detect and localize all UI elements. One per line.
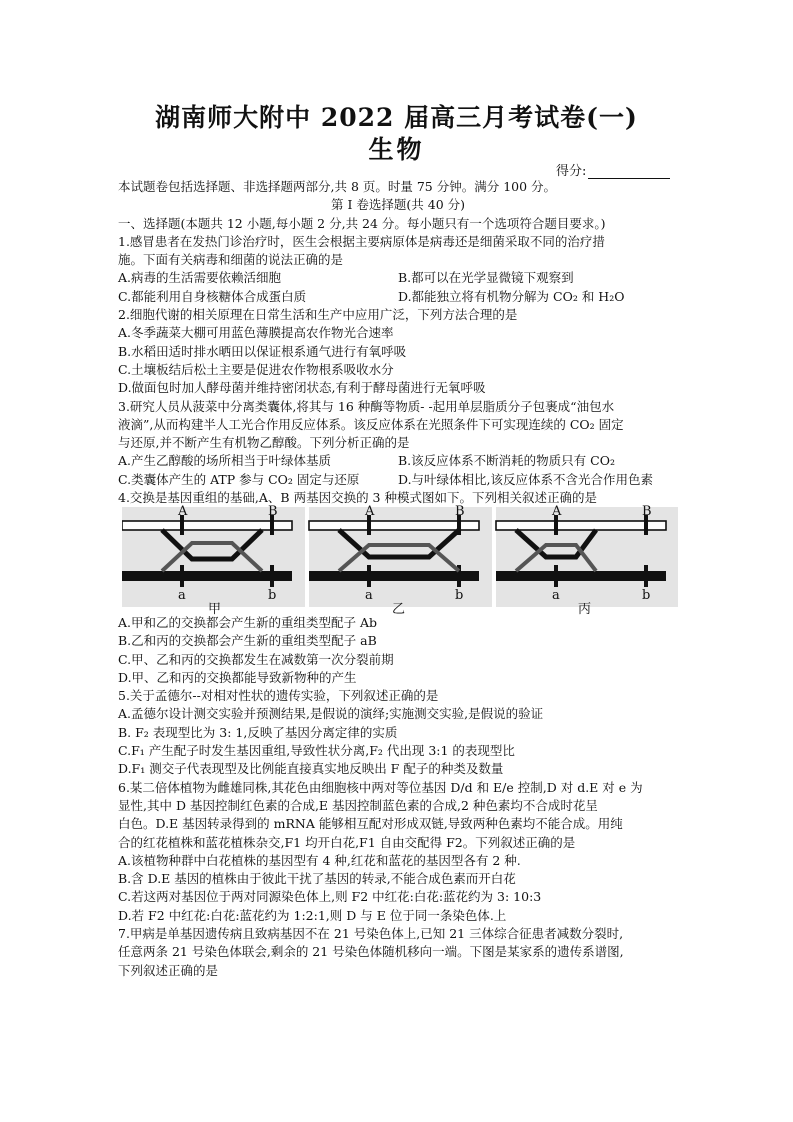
- gene-label-a-3: a: [552, 588, 560, 603]
- panel-yi: [309, 507, 492, 607]
- q5-stem: 5.关于孟德尔--对相对性状的遗传实验，下列叙述正确的是: [118, 688, 439, 704]
- q4-stem: 4.交换是基因重组的基础,A、B 两基因交换的 3 种模式图如下。下列相关叙述正确的是: [118, 490, 597, 506]
- subject-title: 生物: [368, 135, 425, 164]
- exam-body-continued: [118, 614, 678, 980]
- q3-option-a: A.产生乙醇酸的场所相当于叶绿体基质: [118, 453, 332, 469]
- q3-stem-line3: 与还原,并不断产生有机物乙醇酸。下列分析正确的是: [118, 435, 410, 451]
- gene-label-B-1: B: [268, 504, 278, 519]
- gene-label-a-1: a: [178, 588, 186, 603]
- q4-option-b: B.乙和丙的交换都会产生新的重组类型配子 aB: [118, 633, 377, 649]
- q3-option-d: D.与叶绿体相比,该反应体系不含光合作用色素: [398, 471, 654, 487]
- gene-label-b-2: b: [455, 588, 464, 603]
- panel-label-yi: 乙: [392, 602, 406, 617]
- q3-stem-line1: 3.研究人员从菠菜中分离类囊体,将其与 16 种酶等物质- -起用单层脂质分子包裹成“油包水: [118, 398, 615, 414]
- score-field: [556, 160, 670, 179]
- q7-stem-line3: 下列叙述正确的是: [118, 962, 219, 978]
- q6-option-b: B.含 D.E 基因的植株由于彼此干扰了基因的转录,不能合成色素而开白花: [118, 871, 516, 887]
- q6-stem-line2: 显性,其中 D 基因控制红色素的合成,E 基因控制蓝色素的合成,2 种色素均不合成时花呈: [118, 797, 598, 813]
- gene-label-a-2: a: [365, 588, 373, 603]
- panel-label-jia: 甲: [208, 602, 222, 617]
- intro-text: 本试题卷包括选择题、非选择题两部分,共 8 页。时量 75 分钟。满分 100 分。: [118, 179, 557, 194]
- panel-jia: [122, 507, 305, 607]
- q2-option-d: D.做面包时加人酵母菌并维持密闭状态,有利于酵母菌进行无氧呼吸: [118, 380, 486, 396]
- gene-label-A-2: A: [365, 504, 375, 519]
- q7-stem-line1: 7.甲病是单基因遗传病且致病基因不在 21 号染色体上,已知 21 三体综合征患者减数分裂时,: [118, 926, 624, 942]
- q1-stem-line2: 施。下面有关病毒和细菌的说法正确的是: [118, 252, 344, 268]
- q1-option-b: B.都可以在光学显微镜下观察到: [398, 270, 574, 286]
- gene-label-b-1: b: [268, 588, 277, 603]
- q2-option-a: A.冬季蔬菜大棚可用蓝色薄膜提高农作物光合速率: [118, 325, 394, 341]
- panel-label-bing: 丙: [578, 602, 592, 617]
- q3-option-c: C.类囊体产生的 ATP 参与 CO₂ 固定与还原: [118, 471, 360, 487]
- score-label: 得分:: [556, 164, 587, 179]
- q3-options-row2: [118, 471, 678, 489]
- gene-label-b-3: b: [642, 588, 651, 603]
- q4-option-d: D.甲、乙和丙的交换都能导致新物种的产生: [118, 669, 357, 685]
- q2-option-c: C.土壤板结后松土主要是促进农作物根系吸收水分: [118, 361, 394, 377]
- q1-options-row2: [118, 288, 678, 306]
- q1-options-row1: [118, 269, 678, 287]
- q2-stem: 2.细胞代谢的相关原理在日常生活和生产中应用广泛，下列方法合理的是: [118, 307, 518, 323]
- q5-option-a: A.孟德尔设计测交实验并预测结果,是假说的演绎;实施测交实验,是假说的验证: [118, 706, 544, 722]
- q3-options-row1: [118, 452, 678, 470]
- q6-stem-line1: 6.某二倍体植物为雌雄同株,其花色由细胞核中两对等位基因 D/d 和 E/e 控制,D 对 d.E 对 e 为: [118, 779, 643, 795]
- q4-option-a: A.甲和乙的交换都会产生新的重组类型配子 Ab: [118, 615, 378, 630]
- q5-option-b: B. F₂ 表现型比为 3: 1,反映了基因分离定律的实质: [118, 724, 398, 740]
- q1-option-c: C.都能利用自身核糖体合成蛋白质: [118, 288, 307, 304]
- q6-stem-line3: 白色。D.E 基因转录得到的 mRNA 能够相互配对形成双链,导致两种色素均不能合成。用纯: [118, 816, 623, 832]
- q1-option-a: A.病毒的生活需要依赖活细胞: [118, 270, 282, 286]
- q1-option-d: D.都能独立将有机物分解为 CO₂ 和 H₂O: [398, 288, 625, 304]
- exam-title: 湖南师大附中 2022 届高三月考试卷(一): [155, 103, 638, 132]
- gene-label-A-3: A: [552, 504, 562, 519]
- q7-stem-line2: 任意两条 21 号染色体联会,剩余的 21 号染色体随机移向一端。下图是某家系的遗传系谱图,: [118, 944, 624, 960]
- q1-stem-line1: 1.感冒患者在发热门诊治疗时，医生会根据主要病原体是病毒还是细菌采取不同的治疗措: [118, 233, 605, 249]
- q6-option-c: C.若这两对基因位于两对同源染色体上,则 F2 中红花:白花:蓝花约为 3: 10:3: [118, 889, 542, 905]
- section1-heading: 一、选择题(本题共 12 小题,每小题 2 分,共 24 分。每小题只有一个选项符合题目要求。): [118, 215, 606, 231]
- q6-option-a: A.该植物种群中白花植株的基因型有 4 种,红花和蓝花的基因型各有 2 种.: [118, 852, 521, 868]
- q3-stem-line2: 液滴”,从而构建半人工光合作用反应体系。该反应体系在光照条件下可实现连续的 CO₂ 固定: [118, 416, 624, 432]
- panel-bing: [496, 507, 678, 607]
- gene-label-B-2: B: [455, 504, 465, 519]
- gene-label-A-1: A: [178, 504, 188, 519]
- q5-option-d: D.F₁ 测交子代表现型及比例能直接真实地反映出 F 配子的种类及数量: [118, 761, 504, 777]
- q4-option-c: C.甲、乙和丙的交换都发生在减数第一次分裂前期: [118, 651, 394, 667]
- q6-option-d: D.若 F2 中红花:白花:蓝花约为 1:2:1,则 D 与 E 位于同一条染色体.上: [118, 907, 507, 923]
- exam-body: [118, 178, 678, 507]
- gene-label-B-3: B: [642, 504, 652, 519]
- q2-option-b: B.水稻田适时排水晒田以保证根系通气进行有氧呼吸: [118, 343, 407, 359]
- q5-option-c: C.F₁ 产生配子时发生基因重组,导致性状分离,F₂ 代出现 3:1 的表现型比: [118, 743, 515, 759]
- q3-option-b: B.该反应体系不断消耗的物质只有 CO₂: [398, 453, 615, 469]
- part1-heading: 第 I 卷选择题(共 40 分): [331, 197, 465, 213]
- q6-stem-line4: 合的红花植株和蓝花植株杂交,F1 均开白花,F1 自由交配得 F2。下列叙述正确的是: [118, 834, 576, 850]
